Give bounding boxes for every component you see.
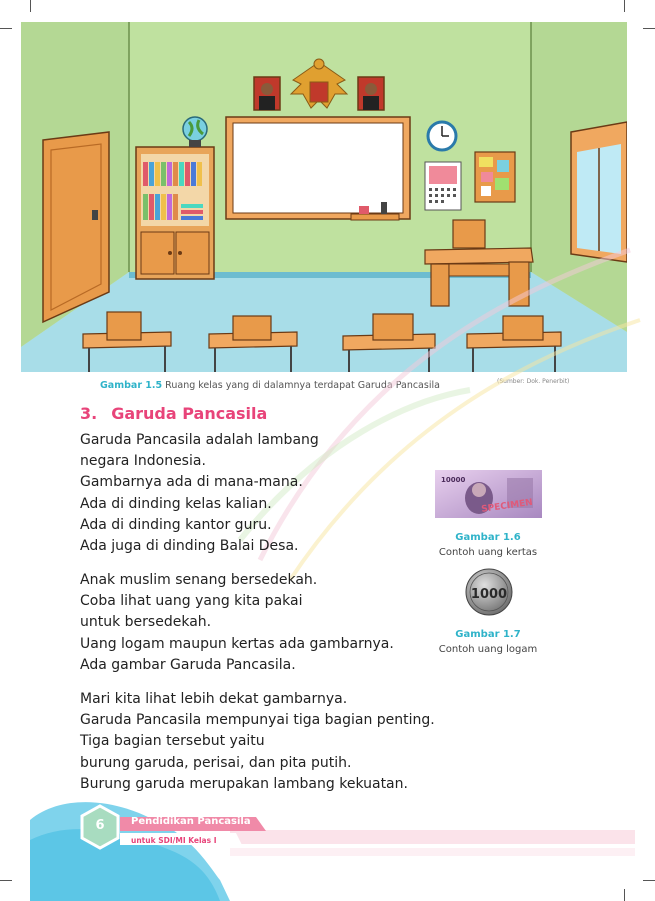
text-line: Tiga bagian tersebut yaitu: [80, 733, 265, 750]
text-line: Ada juga di dinding Balai Desa.: [80, 538, 299, 555]
crop-mark: [30, 0, 31, 12]
text-line: Coba lihat uang yang kita pakai: [80, 593, 303, 610]
section-title: Garuda Pancasila: [111, 404, 268, 423]
crop-mark: [0, 28, 12, 29]
book-title: Pendidikan Pancasila: [131, 816, 251, 827]
figure-source: (Sumber: Dok. Penerbit): [497, 378, 570, 385]
banknote-image: [435, 470, 542, 518]
coin-text: Contoh uang logam: [438, 644, 538, 655]
text-line: Anak muslim senang bersedekah.: [80, 572, 318, 588]
paragraph-3: [80, 689, 435, 795]
coin-value: 1000: [470, 587, 508, 602]
crop-mark: [643, 28, 655, 29]
banknote-caption: [428, 530, 548, 560]
figure-label: Gambar 1.5: [100, 380, 163, 391]
paragraph-2: [80, 570, 394, 676]
classroom-illustration: [21, 22, 627, 372]
section-number: 3.: [80, 404, 98, 423]
banknote-label: Gambar 1.6: [455, 532, 521, 543]
text-line: Ada di dinding kelas kalian.: [80, 495, 272, 512]
coin-image: [465, 568, 513, 616]
note-stamp: SPECIMEN: [480, 497, 534, 515]
book-subtitle: untuk SDI/MI Kelas I: [131, 836, 217, 845]
text-line: burung garuda, perisai, dan pita putih.: [80, 754, 352, 771]
figure-text: Ruang kelas yang di dalamnya terdapat Garuda Pancasila: [165, 380, 440, 391]
text-line: Garuda Pancasila adalah lambang: [80, 432, 319, 448]
text-line: Mari kita lihat lebih dekat gambarnya.: [80, 691, 348, 707]
text-line: negara Indonesia.: [80, 453, 206, 470]
paragraph-1: [80, 430, 319, 557]
figure-caption: [100, 380, 440, 391]
text-line: Garuda Pancasila mempunyai tiga bagian penting.: [80, 712, 435, 729]
text-line: Ada di dinding kantor guru.: [80, 516, 272, 533]
section-heading: [80, 404, 267, 423]
crop-mark: [624, 0, 625, 12]
banknote-text: Contoh uang kertas: [438, 547, 538, 558]
coin-label: Gambar 1.7: [455, 629, 521, 640]
footer-decoration: [0, 790, 655, 901]
page-number: 6: [95, 818, 105, 833]
text-line: untuk bersedekah.: [80, 614, 212, 631]
text-line: Burung garuda merupakan lambang kekuatan.: [80, 775, 408, 792]
coin-caption: [428, 627, 548, 657]
text-line: Ada gambar Garuda Pancasila.: [80, 656, 296, 673]
text-line: Uang logam maupun kertas ada gambarnya.: [80, 635, 394, 652]
text-line: Gambarnya ada di mana-mana.: [80, 474, 303, 491]
note-value: 10000: [441, 476, 466, 484]
